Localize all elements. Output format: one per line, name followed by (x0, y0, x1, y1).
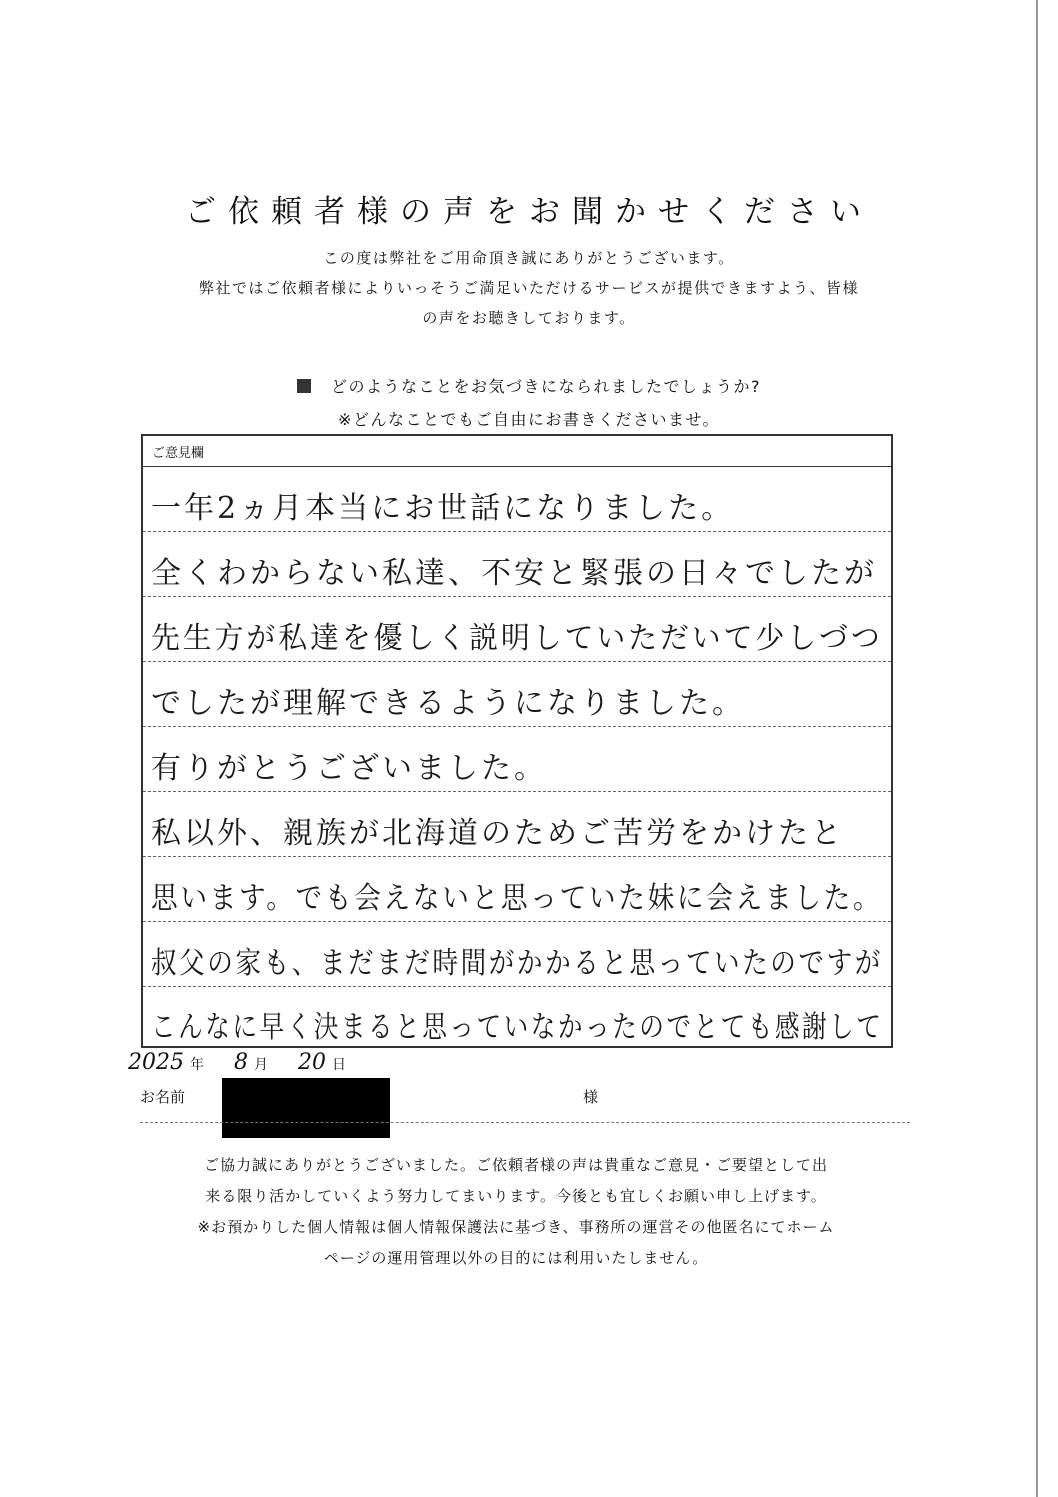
handwritten-line (143, 792, 891, 857)
opinion-box (141, 434, 893, 1048)
name-honorific: 様 (583, 1088, 599, 1106)
date-month-unit: 月 (254, 1057, 268, 1073)
handwritten-line (143, 987, 891, 1050)
question-note: ※どんなことでもご自由にお書きくださいませ。 (338, 410, 720, 429)
handwritten-text: 全くわからない私達、不安と緊張の日々でしたが (151, 556, 877, 591)
date-month: 8 (234, 1050, 248, 1075)
date-day-unit: 日 (332, 1057, 346, 1073)
handwritten-text: 有りがとうございました。 (151, 751, 547, 786)
intro-line: この度は弊社をご用命頂き誠にありがとうございます。 (323, 249, 735, 267)
handwritten-text: 思います。でも会えないと思っていた妹に会えました。 (151, 881, 883, 916)
handwritten-text: でしたが理解できるようになりました。 (151, 686, 745, 721)
intro-line: の声をお聴きしております。 (422, 309, 636, 327)
intro-text (140, 243, 918, 333)
handwritten-text: こんなに早く決まると思っていなかったのでとても感謝して (151, 1010, 884, 1045)
page-title: ご依頼者様の声をお聞かせください (185, 194, 873, 230)
handwritten-line (143, 727, 891, 792)
handwritten-line (143, 857, 891, 922)
name-underline (140, 1122, 910, 1123)
question-line (140, 370, 918, 403)
date-field (128, 1050, 358, 1075)
handwritten-line (143, 662, 891, 727)
handwritten-line (143, 597, 891, 662)
question-block (140, 370, 918, 436)
handwritten-line (143, 532, 891, 597)
black-square-icon (297, 379, 311, 393)
closing-line: ※お預かりした個人情報は個人情報保護法に基づき、事務所の運営その他匿名にてホーム (197, 1218, 835, 1236)
name-label: お名前 (140, 1088, 186, 1106)
handwritten-line (143, 467, 891, 532)
handwritten-text: 叔父の家も、まだまだ時間がかかると思っていたのですが (151, 946, 883, 981)
handwritten-text: 私以外、親族が北海道のためご苦労をかけたと (151, 816, 844, 851)
handwritten-line (143, 922, 891, 987)
question-text: どのようなことをお気づきになられましたでしょうか? (331, 377, 761, 396)
handwritten-text: 一年2ヵ月本当にお世話になりました。 (151, 491, 735, 526)
closing-line: ご協力誠にありがとうございました。ご依頼者様の声は貴重なご意見・ご要望として出 (203, 1156, 828, 1174)
closing-line: 来る限り活かしていくよう努力してまいります。今後とも宜しくお願い申し上げます。 (205, 1187, 827, 1205)
opinion-box-header: ご意見欄 (143, 436, 891, 467)
closing-text (141, 1150, 891, 1274)
date-day: 20 (298, 1050, 326, 1075)
intro-line: 弊社ではご依頼者様によりいっそうご満足いただけるサービスが提供できますよう、皆様 (198, 279, 859, 297)
date-year: 2025 (128, 1050, 184, 1075)
name-redaction (222, 1078, 390, 1138)
handwritten-text: 先生方が私達を優しく説明していただいて少しづつ (151, 621, 883, 656)
closing-line: ページの運用管理以外の目的には利用いたしません。 (323, 1249, 709, 1267)
date-year-unit: 年 (190, 1057, 204, 1073)
